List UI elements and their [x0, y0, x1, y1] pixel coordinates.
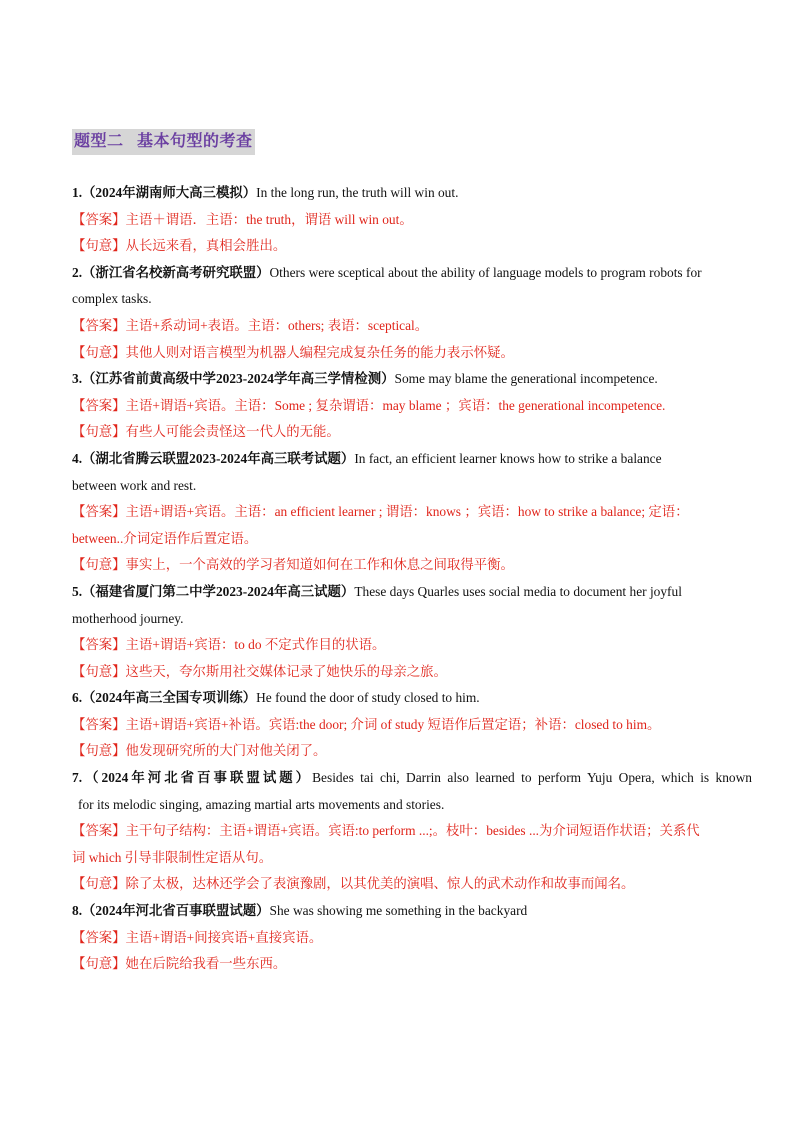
- question-2-continued: complex tasks.: [72, 291, 152, 307]
- question-6: [72, 685, 752, 712]
- answer-5: 【答案】主语+谓语+宾语：to do 不定式作目的状语。: [72, 637, 386, 653]
- question-1: [72, 180, 752, 207]
- answer-4: 【答案】主语+谓语+宾语。主语：an efficient learner ; 谓语：knows ；宾语：how to strike a balance; 定语：: [72, 504, 689, 520]
- question-5-continued: motherhood journey.: [72, 610, 184, 626]
- meaning-6: 【句意】他发现研究所的大门对他关闭了。: [72, 743, 327, 759]
- question-8: [72, 898, 752, 925]
- meaning-7: 【句意】除了太极，达林还学会了表演豫剧，以其优美的演唱、惊人的武术动作和故事而闻名。: [72, 876, 635, 892]
- question-3: [72, 366, 752, 393]
- question-source: 1.（2024年湖南师大高三模拟）: [72, 185, 257, 200]
- question-text: She was showing me something in the backyard: [269, 903, 528, 919]
- question-2: [72, 260, 752, 287]
- question-text: Some may blame the generational incompetence.: [394, 371, 658, 387]
- answer-7: 【答案】主干句子结构：主语+谓语+宾语。宾语:to perform ...;。枝叶：besides ...为介词短语作状语；关系代: [72, 823, 700, 839]
- question-4: [72, 446, 752, 473]
- meaning-2: 【句意】其他人则对语言模型为机器人编程完成复杂任务的能力表示怀疑。: [72, 344, 514, 360]
- question-source: 5.（福建省厦门第二中学2023-2024年高三试题）: [72, 583, 355, 599]
- meaning-4: 【句意】事实上，一个高效的学习者知道如何在工作和休息之间取得平衡。: [72, 557, 514, 573]
- meaning-1: 【句意】从长远来看，真相会胜出。: [72, 238, 287, 254]
- meaning-5: 【句意】这些天，夸尔斯用社交媒体记录了她快乐的母亲之旅。: [72, 663, 447, 679]
- question-text: Others were sceptical about the ability of language models to program robots for: [269, 264, 702, 280]
- question-source: 7.（2024年河北省百事联盟试题）: [72, 770, 313, 786]
- answer-4-continued: between..介词定语作后置定语。: [72, 530, 258, 546]
- section-title: 题型二 基本句型的考查: [72, 129, 255, 155]
- question-source: 4.（湖北省腾云联盟2023-2024年高三联考试题）: [72, 450, 355, 466]
- question-list: [72, 180, 752, 978]
- question-text: These days Quarles uses social media to document her joyful: [354, 583, 682, 599]
- question-text: In the long run, the truth will win out.: [256, 185, 459, 200]
- question-text: Besides tai chi, Darrin also learned to perform Yuju Opera, which is known: [312, 770, 752, 786]
- question-text: In fact, an efficient learner knows how to strike a balance: [354, 450, 662, 466]
- answer-6: 【答案】主语+谓语+宾语+补语。宾语:the door; 介词 of study 短语作后置定语；补语：closed to him。: [72, 716, 661, 732]
- question-7-continued: for its melodic singing, amazing martial arts movements and stories.: [78, 796, 445, 812]
- question-source: 3.（江苏省前黄高级中学2023-2024学年高三学情检测）: [72, 371, 395, 387]
- answer-7-continued: 词 which 引导非限制性定语从句。: [72, 849, 273, 865]
- meaning-3: 【句意】有些人可能会责怪这一代人的无能。: [72, 424, 340, 440]
- question-7: [72, 765, 752, 792]
- answer-8: 【答案】主语+谓语+间接宾语+直接宾语。: [72, 929, 323, 945]
- question-source: 2.（浙江省名校新高考研究联盟）: [72, 264, 270, 280]
- question-5: [72, 579, 752, 606]
- question-text: He found the door of study closed to him.: [256, 690, 480, 706]
- answer-2: 【答案】主语+系动词+表语。主语：others; 表语：sceptical。: [72, 317, 429, 333]
- question-4-continued: between work and rest.: [72, 477, 197, 493]
- question-source: 6.（2024年高三全国专项训练）: [72, 690, 257, 706]
- question-source: 8.（2024年河北省百事联盟试题）: [72, 903, 270, 919]
- answer-3: 【答案】主语+谓语+宾语。主语：Some ; 复杂谓语：may blame ；宾语：the generational incompetence.: [72, 397, 666, 413]
- meaning-8: 【句意】她在后院给我看一些东西。: [72, 956, 287, 972]
- answer-1: 【答案】主语＋谓语．主语：the truth，谓语 will win out。: [72, 211, 413, 227]
